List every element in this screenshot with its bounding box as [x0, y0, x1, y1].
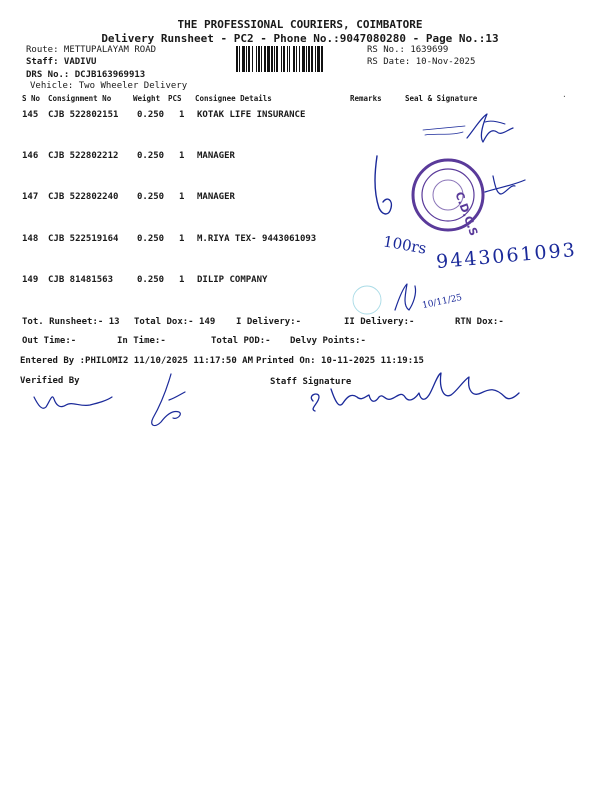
- barcode-bar: [236, 46, 238, 72]
- tot-runsheet: Tot. Runsheet:- 13: [22, 317, 120, 327]
- ii-delivery: II Delivery:-: [344, 317, 415, 327]
- col-consignee: Consignee Details: [195, 94, 272, 103]
- barcode-bar: [248, 46, 250, 72]
- staff-signature: [305, 367, 525, 419]
- barcode-bar: [276, 46, 278, 72]
- barcode-bar: [258, 46, 260, 72]
- rs-date: RS Date: 10-Nov-2025: [367, 57, 476, 67]
- in-time: In Time:-: [117, 336, 166, 346]
- row-pcs: 1: [179, 110, 185, 120]
- barcode-bar: [317, 46, 320, 72]
- barcode-bar: [306, 46, 307, 72]
- row-sno: 148: [22, 234, 39, 244]
- barcode-bar: [242, 46, 245, 72]
- barcode-bar: [283, 46, 285, 72]
- entered-by: Entered By :PHILOMI2 11/10/2025 11:17:50 AM: [20, 356, 253, 366]
- handwritten-amount: 100rs: [381, 232, 428, 258]
- row-consignee: M.RIYA TEX- 9443061093: [197, 234, 317, 244]
- col-seal-signature: Seal & Signature: [405, 94, 478, 103]
- row-consignment: CJB 522802151: [48, 110, 119, 120]
- verified-signature-2: [145, 370, 195, 432]
- row-consignee: MANAGER: [197, 192, 235, 202]
- barcode-bar: [252, 46, 253, 72]
- staff-signature-label: Staff Signature: [270, 377, 352, 387]
- vehicle-label: Vehicle: Two Wheeler Delivery: [30, 81, 188, 91]
- drs-number: DRS No.: DCJB163969913: [26, 70, 146, 80]
- barcode-bar: [267, 46, 270, 72]
- barcode-bar: [289, 46, 290, 72]
- barcode-bar: [264, 46, 266, 72]
- row-sno: 146: [22, 151, 39, 161]
- verified-signature-1: [30, 385, 115, 415]
- col-pcs: PCS: [168, 94, 182, 103]
- handwritten-date: 10/11/25: [421, 292, 464, 312]
- row-consignment: CJB 81481563: [48, 275, 114, 285]
- barcode-bar: [302, 46, 305, 72]
- barcode-bar: [246, 46, 247, 72]
- row-weight: 0.250: [137, 234, 165, 244]
- row-sno: 147: [22, 192, 39, 202]
- row-sno: 149: [22, 275, 39, 285]
- row-pcs: 1: [179, 192, 185, 202]
- barcode-bar: [293, 46, 295, 72]
- barcode-bar: [261, 46, 262, 72]
- barcode-bar: [315, 46, 316, 72]
- col-sno: S No: [22, 94, 41, 103]
- barcode-bar: [321, 46, 323, 72]
- row-consignment: CJB 522802212: [48, 151, 119, 161]
- row-weight: 0.250: [137, 192, 165, 202]
- row-consignee: DILIP COMPANY: [197, 275, 268, 285]
- verified-by-label: Verified By: [20, 376, 80, 386]
- row-pcs: 1: [179, 234, 185, 244]
- handwritten-phone: 9443061093: [435, 238, 578, 274]
- row-consignee: KOTAK LIFE INSURANCE: [197, 110, 306, 120]
- col-weight: Weight: [133, 94, 161, 103]
- delvy-points: Delvy Points:-: [290, 336, 366, 346]
- barcode-bar: [256, 46, 257, 72]
- i-delivery: I Delivery:-: [236, 317, 302, 327]
- barcode-bar: [296, 46, 297, 72]
- out-time: Out Time:-: [22, 336, 77, 346]
- route-label: Route: METTUPALAYAM ROAD: [26, 45, 157, 55]
- delivery-stamp: [408, 155, 488, 238]
- row-consignment: CJB 522519164: [48, 234, 119, 244]
- col-remarks: Remarks: [350, 94, 382, 103]
- row-weight: 0.250: [137, 275, 165, 285]
- stamp-text: C.D.C.S: [452, 190, 481, 238]
- row-pcs: 1: [179, 275, 185, 285]
- company-title: THE PROFESSIONAL COURIERS, COIMBATORE: [177, 18, 423, 31]
- row-pcs: 1: [179, 151, 185, 161]
- barcode-bar: [308, 46, 310, 72]
- row-weight: 0.250: [137, 151, 165, 161]
- printed-on: Printed On: 10-11-2025 11:19:15: [256, 356, 424, 366]
- barcode-bar: [287, 46, 288, 72]
- barcode-bar: [274, 46, 275, 72]
- runsheet-title: Delivery Runsheet - PC2 - Phone No.:9047080280 - Page No.:13: [101, 32, 499, 45]
- barcode: [236, 46, 364, 72]
- barcode-bar: [311, 46, 313, 72]
- staff-label: Staff: VADIVU: [26, 57, 97, 67]
- rtn-dox: RTN Dox:-: [455, 317, 504, 327]
- row-consignment: CJB 522802240: [48, 192, 119, 202]
- total-dox: Total Dox:- 149: [134, 317, 216, 327]
- rs-number: RS No.: 1639699: [367, 45, 449, 55]
- signature-row-145: [395, 108, 535, 148]
- row-weight: 0.250: [137, 110, 165, 120]
- barcode-bar: [281, 46, 282, 72]
- col-consignment: Consignment No: [48, 94, 112, 103]
- barcode-bar: [271, 46, 273, 72]
- row-consignee: MANAGER: [197, 151, 235, 161]
- barcode-bar: [239, 46, 240, 72]
- total-pod: Total POD:-: [211, 336, 271, 346]
- barcode-bar: [299, 46, 300, 72]
- scan-mark: ·: [562, 92, 567, 101]
- row-sno: 145: [22, 110, 39, 120]
